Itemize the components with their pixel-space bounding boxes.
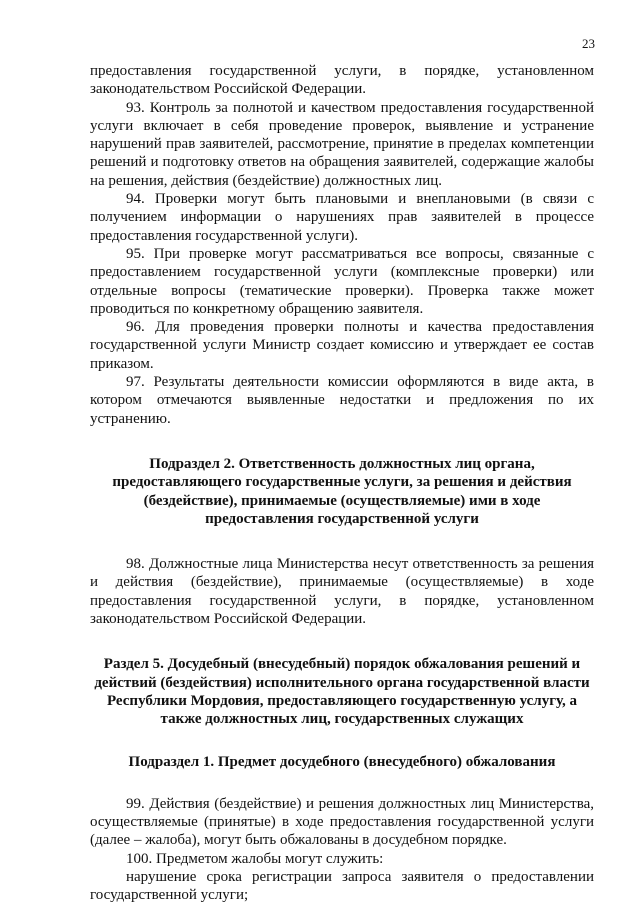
spacer <box>90 428 594 455</box>
spacer <box>90 771 594 795</box>
paragraph-98: 98. Должностные лица Министерства несут ответственность за решения и действия (бездействие), принимаемые (осуществляемые) в ходе предоставления государственной услуги, в порядке, установленном законодательством Российской Федерации. <box>90 556 594 628</box>
paragraph-94: 94. Проверки могут быть плановыми и внеплановыми (в связи с получением информации о нарушениях прав заявителей в процессе предоставления государственной услуги). <box>90 191 594 244</box>
subsection-1-heading: Подраздел 1. Предмет досудебного (внесудебного) обжалования <box>128 753 556 770</box>
paragraph-97: 97. Результаты деятельности комиссии оформляются в виде акта, в котором отмечаются выявленные недостатки и предложения по их устранению. <box>90 374 594 427</box>
subsection-2-heading: Подраздел 2. Ответственность должностных лиц органа, предоставляющего государственные услуги, за решения и действия (бездействие), принимаемые (осуществляемые) ими в ходе предоставления государственной услуги <box>112 455 572 527</box>
paragraph-93: 93. Контроль за полнотой и качеством предоставления государственной услуги включает в себя проведение проверок, выявление и устранение нарушений прав заявителей, рассмотрение, принятие в пределах компетенции решений и подготовку ответов на обращения заявителей, содержащие жалобы на решения, действия (бездействие) должностных лиц. <box>90 99 594 189</box>
section-5-heading: Раздел 5. Досудебный (внесудебный) порядок обжалования решений и действий (бездействия) исполнительного органа государственной власти Республики Мордовия, предоставляющего государственную услугу, а также должностных лиц, государственных служащих <box>94 656 590 728</box>
spacer <box>90 729 594 753</box>
paragraph-100-item: нарушение срока регистрации запроса заявителя о предоставлении государственной услуги; <box>90 868 594 904</box>
spacer <box>90 528 594 555</box>
paragraph-100: 100. Предметом жалобы могут служить: <box>126 850 384 867</box>
paragraph-96: 96. Для проведения проверки полноты и качества предоставления государственной услуги Министр создает комиссию и утверждает ее состав приказом. <box>90 319 594 372</box>
paragraph-continuation: предоставления государственной услуги, в порядке, установленном законодательством Российской Федерации. <box>90 63 594 98</box>
page-number: 23 <box>582 36 595 51</box>
paragraph-95: 95. При проверке могут рассматриваться все вопросы, связанные с предоставлением государственной услуги (комплексные проверки) или отдельные вопросы (тематические проверки). Проверка также может проводиться по конкретному обращению заявителя. <box>90 245 594 317</box>
document-body <box>90 62 594 905</box>
paragraph-99: 99. Действия (бездействие) и решения должностных лиц Министерства, осуществляемые (принятые) в ходе предоставления государственной услуги (далее – жалоба), могут быть обжалованы в досудебном порядке. <box>90 795 594 849</box>
spacer <box>90 628 594 655</box>
